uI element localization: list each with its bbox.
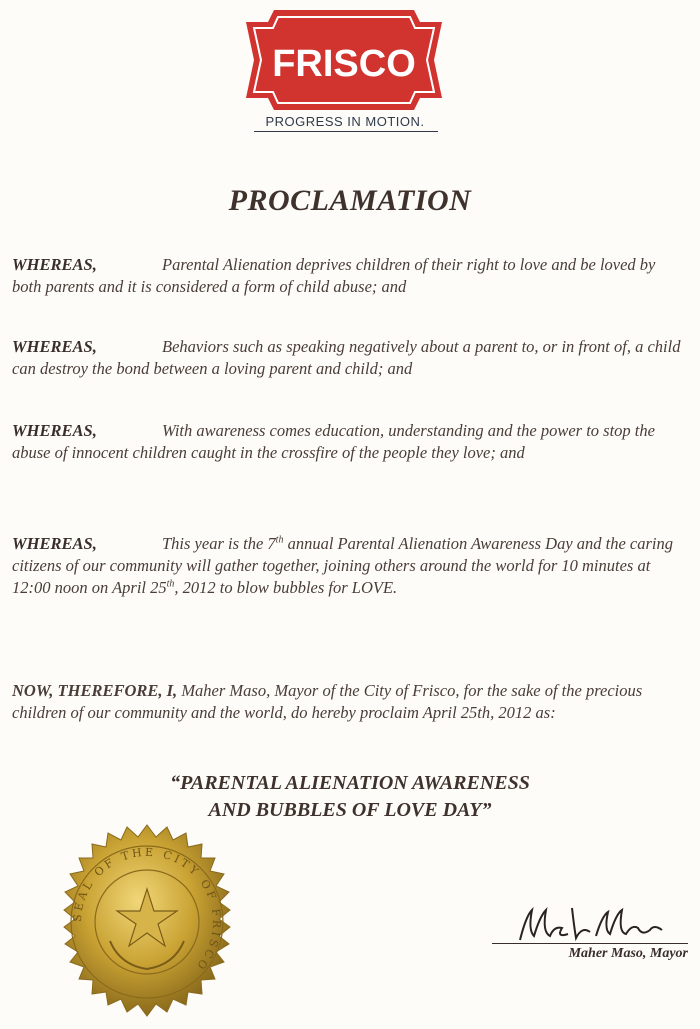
paragraph-text: Parental Alienation deprives children of their right to love and be loved by both parents and it is considered a form of child abuse; and (12, 255, 656, 296)
paragraph-text: Maher Maso, Mayor of the City of Frisco, for the sake of the precious children of our community and the world, do hereby proclaim April 25th, 2012 as: (12, 681, 643, 722)
gold-city-seal (48, 823, 246, 1021)
whereas-lead: WHEREAS, (12, 534, 97, 553)
declaration-line-1: “PARENTAL ALIENATION AWARENESS (170, 772, 530, 794)
proclamation-declaration (0, 770, 700, 824)
paragraph-text: Behaviors such as speaking negatively about a parent to, or in front of, a child can destroy the bond between a loving parent and child; and (12, 337, 681, 378)
paragraph-text-a: This year is the 7 (162, 534, 276, 553)
page-title: PROCLAMATION (228, 184, 472, 217)
whereas-lead: WHEREAS, (12, 421, 97, 440)
paragraph-text-b: annual Parental Alienation Awareness Day and the caring citizens of our community will gather together, joining others around the world for 10 minutes at 12:00 noon on April 25 (12, 534, 674, 597)
now-therefore-paragraph (12, 680, 682, 724)
declaration-line-2: AND BUBBLES OF LOVE DAY” (208, 799, 492, 821)
logo-tagline: PROGRESS IN MOTION. (265, 114, 425, 129)
ordinal-suffix: th (275, 534, 284, 546)
logo-wordmark: FRISCO (272, 43, 416, 85)
signature-line (492, 943, 688, 944)
whereas-paragraph-2 (12, 336, 682, 380)
seal-text: SEAL OF THE CITY OF FRISCO (70, 845, 224, 975)
ordinal-suffix: th (166, 578, 175, 590)
signer-name: Maher Maso, Mayor (568, 946, 688, 961)
paragraph-text-c: , 2012 to blow bubbles for LOVE. (174, 578, 398, 597)
whereas-paragraph-4 (12, 533, 682, 599)
whereas-paragraph-3 (12, 420, 682, 464)
whereas-lead: WHEREAS, (12, 337, 97, 356)
paragraph-text: With awareness comes education, understanding and the power to stop the abuse of innocent children caught in the crossfire of the people they love; and (12, 421, 655, 462)
tagline-underline (254, 131, 438, 132)
whereas-paragraph-1 (12, 254, 682, 298)
whereas-lead: WHEREAS, (12, 255, 97, 274)
now-therefore-lead: NOW, THEREFORE, I, (12, 681, 178, 700)
